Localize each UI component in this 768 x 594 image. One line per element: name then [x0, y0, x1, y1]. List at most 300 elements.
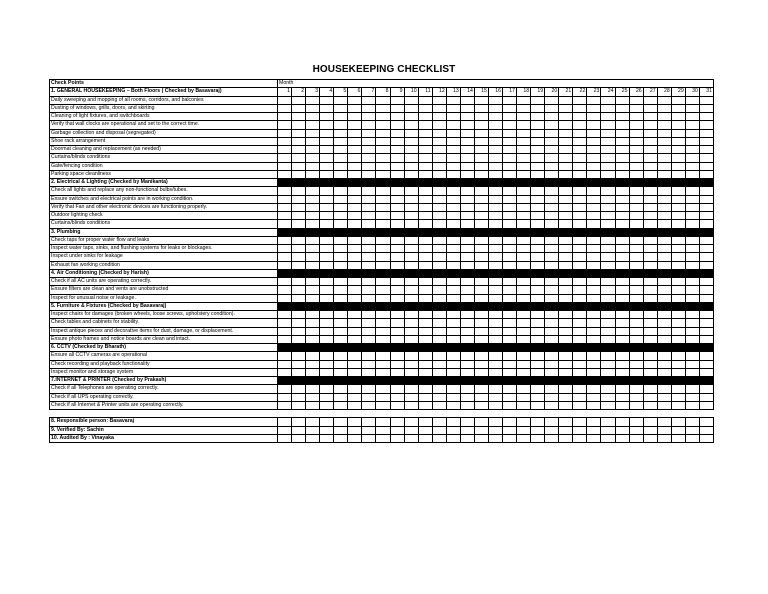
day-cell[interactable] — [685, 162, 699, 170]
day-cell[interactable] — [418, 245, 432, 253]
day-cell[interactable] — [657, 352, 671, 360]
day-cell[interactable] — [545, 96, 559, 104]
day-cell[interactable] — [390, 121, 404, 129]
day-cell[interactable] — [390, 434, 404, 442]
day-cell[interactable] — [559, 146, 573, 154]
day-cell[interactable] — [292, 113, 306, 121]
day-cell[interactable] — [432, 170, 446, 178]
day-cell[interactable] — [390, 385, 404, 393]
day-cell[interactable] — [432, 261, 446, 269]
day-cell[interactable] — [488, 212, 502, 220]
day-cell[interactable] — [474, 385, 488, 393]
day-cell[interactable] — [334, 129, 348, 137]
day-cell[interactable] — [418, 96, 432, 104]
day-cell[interactable] — [587, 220, 601, 228]
day-cell[interactable] — [587, 311, 601, 319]
day-cell[interactable] — [671, 162, 685, 170]
day-cell[interactable] — [517, 236, 531, 244]
day-cell[interactable] — [615, 245, 629, 253]
day-cell[interactable] — [545, 154, 559, 162]
day-cell[interactable] — [601, 327, 615, 335]
day-cell[interactable] — [474, 393, 488, 401]
day-cell[interactable] — [362, 401, 376, 409]
day-cell[interactable] — [685, 113, 699, 121]
day-cell[interactable] — [559, 368, 573, 376]
day-cell[interactable] — [559, 220, 573, 228]
day-cell[interactable] — [418, 253, 432, 261]
day-cell[interactable] — [320, 236, 334, 244]
day-cell[interactable] — [559, 154, 573, 162]
day-cell[interactable] — [671, 245, 685, 253]
day-cell[interactable] — [418, 368, 432, 376]
day-cell[interactable] — [418, 162, 432, 170]
day-cell[interactable] — [559, 137, 573, 145]
day-cell[interactable] — [699, 311, 713, 319]
day-cell[interactable] — [615, 335, 629, 343]
day-cell[interactable] — [376, 121, 390, 129]
day-cell[interactable] — [390, 245, 404, 253]
day-cell[interactable] — [531, 434, 545, 442]
day-cell[interactable] — [376, 212, 390, 220]
day-cell[interactable] — [390, 368, 404, 376]
day-cell[interactable] — [488, 352, 502, 360]
day-cell[interactable] — [278, 261, 292, 269]
day-cell[interactable] — [517, 96, 531, 104]
day-cell[interactable] — [587, 203, 601, 211]
day-cell[interactable] — [376, 195, 390, 203]
day-cell[interactable] — [362, 220, 376, 228]
day-cell[interactable] — [404, 368, 418, 376]
day-cell[interactable] — [334, 253, 348, 261]
day-cell[interactable] — [446, 220, 460, 228]
day-cell[interactable] — [460, 212, 474, 220]
day-cell[interactable] — [474, 203, 488, 211]
day-cell[interactable] — [474, 129, 488, 137]
day-cell[interactable] — [334, 311, 348, 319]
day-cell[interactable] — [376, 385, 390, 393]
day-cell[interactable] — [292, 253, 306, 261]
day-cell[interactable] — [671, 154, 685, 162]
day-cell[interactable] — [474, 245, 488, 253]
day-cell[interactable] — [390, 327, 404, 335]
day-cell[interactable] — [362, 195, 376, 203]
day-cell[interactable] — [306, 286, 320, 294]
day-cell[interactable] — [503, 146, 517, 154]
day-cell[interactable] — [306, 434, 320, 442]
day-cell[interactable] — [531, 236, 545, 244]
day-cell[interactable] — [404, 278, 418, 286]
day-cell[interactable] — [334, 418, 348, 426]
day-cell[interactable] — [432, 434, 446, 442]
day-cell[interactable] — [629, 195, 643, 203]
day-cell[interactable] — [404, 129, 418, 137]
day-cell[interactable] — [474, 162, 488, 170]
day-cell[interactable] — [615, 319, 629, 327]
day-cell[interactable] — [474, 146, 488, 154]
day-cell[interactable] — [446, 253, 460, 261]
day-cell[interactable] — [531, 327, 545, 335]
day-cell[interactable] — [503, 352, 517, 360]
day-cell[interactable] — [545, 327, 559, 335]
day-cell[interactable] — [587, 170, 601, 178]
day-cell[interactable] — [348, 220, 362, 228]
day-cell[interactable] — [517, 121, 531, 129]
day-cell[interactable] — [601, 393, 615, 401]
day-cell[interactable] — [531, 294, 545, 302]
day-cell[interactable] — [488, 104, 502, 112]
day-cell[interactable] — [446, 146, 460, 154]
day-cell[interactable] — [643, 170, 657, 178]
day-cell[interactable] — [615, 162, 629, 170]
day-cell[interactable] — [671, 195, 685, 203]
day-cell[interactable] — [320, 418, 334, 426]
day-cell[interactable] — [615, 286, 629, 294]
day-cell[interactable] — [488, 170, 502, 178]
day-cell[interactable] — [615, 327, 629, 335]
day-cell[interactable] — [531, 319, 545, 327]
day-cell[interactable] — [699, 401, 713, 409]
day-cell[interactable] — [278, 203, 292, 211]
day-cell[interactable] — [559, 385, 573, 393]
day-cell[interactable] — [559, 187, 573, 195]
day-cell[interactable] — [531, 96, 545, 104]
day-cell[interactable] — [587, 154, 601, 162]
day-cell[interactable] — [699, 253, 713, 261]
day-cell[interactable] — [587, 104, 601, 112]
day-cell[interactable] — [320, 129, 334, 137]
day-cell[interactable] — [460, 220, 474, 228]
day-cell[interactable] — [629, 426, 643, 434]
day-cell[interactable] — [657, 360, 671, 368]
day-cell[interactable] — [474, 286, 488, 294]
day-cell[interactable] — [404, 352, 418, 360]
day-cell[interactable] — [432, 236, 446, 244]
day-cell[interactable] — [531, 104, 545, 112]
day-cell[interactable] — [418, 220, 432, 228]
day-cell[interactable] — [446, 393, 460, 401]
day-cell[interactable] — [404, 162, 418, 170]
day-cell[interactable] — [559, 96, 573, 104]
day-cell[interactable] — [545, 286, 559, 294]
day-cell[interactable] — [517, 253, 531, 261]
day-cell[interactable] — [699, 154, 713, 162]
day-cell[interactable] — [362, 418, 376, 426]
day-cell[interactable] — [334, 121, 348, 129]
day-cell[interactable] — [643, 187, 657, 195]
day-cell[interactable] — [615, 278, 629, 286]
day-cell[interactable] — [559, 253, 573, 261]
day-cell[interactable] — [573, 311, 587, 319]
day-cell[interactable] — [685, 245, 699, 253]
day-cell[interactable] — [643, 220, 657, 228]
day-cell[interactable] — [643, 385, 657, 393]
day-cell[interactable] — [432, 311, 446, 319]
day-cell[interactable] — [671, 236, 685, 244]
day-cell[interactable] — [531, 286, 545, 294]
day-cell[interactable] — [460, 146, 474, 154]
day-cell[interactable] — [404, 96, 418, 104]
day-cell[interactable] — [573, 245, 587, 253]
day-cell[interactable] — [278, 162, 292, 170]
day-cell[interactable] — [699, 335, 713, 343]
day-cell[interactable] — [573, 146, 587, 154]
day-cell[interactable] — [587, 286, 601, 294]
day-cell[interactable] — [643, 96, 657, 104]
day-cell[interactable] — [545, 236, 559, 244]
day-cell[interactable] — [320, 327, 334, 335]
day-cell[interactable] — [545, 319, 559, 327]
day-cell[interactable] — [671, 203, 685, 211]
day-cell[interactable] — [320, 261, 334, 269]
day-cell[interactable] — [517, 327, 531, 335]
day-cell[interactable] — [643, 121, 657, 129]
day-cell[interactable] — [573, 220, 587, 228]
day-cell[interactable] — [278, 187, 292, 195]
day-cell[interactable] — [488, 253, 502, 261]
day-cell[interactable] — [446, 154, 460, 162]
day-cell[interactable] — [306, 327, 320, 335]
day-cell[interactable] — [503, 162, 517, 170]
day-cell[interactable] — [446, 212, 460, 220]
day-cell[interactable] — [615, 360, 629, 368]
day-cell[interactable] — [418, 129, 432, 137]
day-cell[interactable] — [601, 360, 615, 368]
day-cell[interactable] — [671, 220, 685, 228]
day-cell[interactable] — [362, 245, 376, 253]
day-cell[interactable] — [657, 245, 671, 253]
day-cell[interactable] — [348, 401, 362, 409]
day-cell[interactable] — [629, 104, 643, 112]
day-cell[interactable] — [601, 170, 615, 178]
day-cell[interactable] — [517, 170, 531, 178]
day-cell[interactable] — [488, 96, 502, 104]
day-cell[interactable] — [474, 401, 488, 409]
day-cell[interactable] — [488, 146, 502, 154]
day-cell[interactable] — [306, 311, 320, 319]
day-cell[interactable] — [559, 104, 573, 112]
day-cell[interactable] — [629, 335, 643, 343]
day-cell[interactable] — [348, 319, 362, 327]
day-cell[interactable] — [699, 121, 713, 129]
day-cell[interactable] — [531, 220, 545, 228]
day-cell[interactable] — [320, 434, 334, 442]
day-cell[interactable] — [432, 286, 446, 294]
day-cell[interactable] — [292, 327, 306, 335]
day-cell[interactable] — [418, 418, 432, 426]
day-cell[interactable] — [320, 212, 334, 220]
day-cell[interactable] — [362, 203, 376, 211]
day-cell[interactable] — [306, 129, 320, 137]
day-cell[interactable] — [306, 170, 320, 178]
day-cell[interactable] — [320, 245, 334, 253]
day-cell[interactable] — [671, 278, 685, 286]
day-cell[interactable] — [432, 352, 446, 360]
day-cell[interactable] — [671, 368, 685, 376]
day-cell[interactable] — [685, 335, 699, 343]
day-cell[interactable] — [376, 294, 390, 302]
day-cell[interactable] — [629, 360, 643, 368]
day-cell[interactable] — [306, 220, 320, 228]
day-cell[interactable] — [348, 360, 362, 368]
day-cell[interactable] — [517, 104, 531, 112]
day-cell[interactable] — [573, 236, 587, 244]
day-cell[interactable] — [418, 170, 432, 178]
day-cell[interactable] — [671, 319, 685, 327]
day-cell[interactable] — [503, 245, 517, 253]
day-cell[interactable] — [643, 319, 657, 327]
day-cell[interactable] — [446, 162, 460, 170]
day-cell[interactable] — [446, 104, 460, 112]
day-cell[interactable] — [545, 146, 559, 154]
day-cell[interactable] — [559, 311, 573, 319]
day-cell[interactable] — [657, 327, 671, 335]
day-cell[interactable] — [446, 401, 460, 409]
day-cell[interactable] — [474, 187, 488, 195]
day-cell[interactable] — [643, 286, 657, 294]
day-cell[interactable] — [362, 187, 376, 195]
day-cell[interactable] — [545, 311, 559, 319]
day-cell[interactable] — [503, 401, 517, 409]
day-cell[interactable] — [615, 195, 629, 203]
day-cell[interactable] — [517, 137, 531, 145]
day-cell[interactable] — [278, 245, 292, 253]
day-cell[interactable] — [292, 385, 306, 393]
day-cell[interactable] — [390, 220, 404, 228]
day-cell[interactable] — [629, 352, 643, 360]
day-cell[interactable] — [643, 434, 657, 442]
day-cell[interactable] — [531, 385, 545, 393]
day-cell[interactable] — [418, 426, 432, 434]
day-cell[interactable] — [503, 236, 517, 244]
day-cell[interactable] — [432, 426, 446, 434]
day-cell[interactable] — [488, 121, 502, 129]
day-cell[interactable] — [629, 253, 643, 261]
day-cell[interactable] — [601, 146, 615, 154]
day-cell[interactable] — [503, 286, 517, 294]
day-cell[interactable] — [292, 220, 306, 228]
day-cell[interactable] — [615, 203, 629, 211]
day-cell[interactable] — [432, 253, 446, 261]
day-cell[interactable] — [517, 220, 531, 228]
day-cell[interactable] — [488, 261, 502, 269]
day-cell[interactable] — [531, 418, 545, 426]
day-cell[interactable] — [292, 154, 306, 162]
day-cell[interactable] — [488, 203, 502, 211]
day-cell[interactable] — [474, 236, 488, 244]
day-cell[interactable] — [320, 162, 334, 170]
day-cell[interactable] — [615, 187, 629, 195]
day-cell[interactable] — [348, 418, 362, 426]
day-cell[interactable] — [643, 245, 657, 253]
day-cell[interactable] — [545, 352, 559, 360]
day-cell[interactable] — [362, 294, 376, 302]
day-cell[interactable] — [390, 418, 404, 426]
day-cell[interactable] — [517, 187, 531, 195]
day-cell[interactable] — [615, 170, 629, 178]
day-cell[interactable] — [334, 286, 348, 294]
day-cell[interactable] — [699, 187, 713, 195]
day-cell[interactable] — [685, 368, 699, 376]
day-cell[interactable] — [685, 261, 699, 269]
day-cell[interactable] — [629, 162, 643, 170]
day-cell[interactable] — [446, 335, 460, 343]
day-cell[interactable] — [685, 426, 699, 434]
day-cell[interactable] — [278, 195, 292, 203]
day-cell[interactable] — [460, 154, 474, 162]
day-cell[interactable] — [573, 434, 587, 442]
day-cell[interactable] — [432, 113, 446, 121]
day-cell[interactable] — [432, 203, 446, 211]
day-cell[interactable] — [292, 286, 306, 294]
day-cell[interactable] — [503, 426, 517, 434]
day-cell[interactable] — [503, 311, 517, 319]
day-cell[interactable] — [292, 245, 306, 253]
day-cell[interactable] — [531, 129, 545, 137]
day-cell[interactable] — [334, 319, 348, 327]
day-cell[interactable] — [292, 187, 306, 195]
day-cell[interactable] — [362, 319, 376, 327]
day-cell[interactable] — [292, 195, 306, 203]
day-cell[interactable] — [446, 121, 460, 129]
day-cell[interactable] — [657, 187, 671, 195]
day-cell[interactable] — [390, 137, 404, 145]
day-cell[interactable] — [601, 203, 615, 211]
day-cell[interactable] — [292, 368, 306, 376]
day-cell[interactable] — [292, 212, 306, 220]
day-cell[interactable] — [278, 113, 292, 121]
day-cell[interactable] — [643, 154, 657, 162]
day-cell[interactable] — [517, 113, 531, 121]
day-cell[interactable] — [348, 129, 362, 137]
day-cell[interactable] — [278, 220, 292, 228]
day-cell[interactable] — [685, 195, 699, 203]
day-cell[interactable] — [671, 170, 685, 178]
day-cell[interactable] — [404, 426, 418, 434]
day-cell[interactable] — [545, 137, 559, 145]
day-cell[interactable] — [615, 212, 629, 220]
day-cell[interactable] — [657, 129, 671, 137]
day-cell[interactable] — [404, 236, 418, 244]
day-cell[interactable] — [432, 137, 446, 145]
day-cell[interactable] — [573, 286, 587, 294]
day-cell[interactable] — [573, 212, 587, 220]
day-cell[interactable] — [460, 187, 474, 195]
day-cell[interactable] — [488, 385, 502, 393]
day-cell[interactable] — [376, 154, 390, 162]
day-cell[interactable] — [671, 261, 685, 269]
day-cell[interactable] — [559, 319, 573, 327]
day-cell[interactable] — [615, 434, 629, 442]
day-cell[interactable] — [643, 278, 657, 286]
day-cell[interactable] — [699, 261, 713, 269]
day-cell[interactable] — [432, 220, 446, 228]
day-cell[interactable] — [671, 327, 685, 335]
day-cell[interactable] — [418, 311, 432, 319]
day-cell[interactable] — [348, 393, 362, 401]
day-cell[interactable] — [601, 104, 615, 112]
day-cell[interactable] — [517, 360, 531, 368]
day-cell[interactable] — [446, 245, 460, 253]
day-cell[interactable] — [418, 360, 432, 368]
day-cell[interactable] — [573, 393, 587, 401]
day-cell[interactable] — [587, 236, 601, 244]
day-cell[interactable] — [488, 434, 502, 442]
day-cell[interactable] — [488, 393, 502, 401]
day-cell[interactable] — [629, 170, 643, 178]
day-cell[interactable] — [685, 170, 699, 178]
day-cell[interactable] — [432, 129, 446, 137]
day-cell[interactable] — [531, 162, 545, 170]
